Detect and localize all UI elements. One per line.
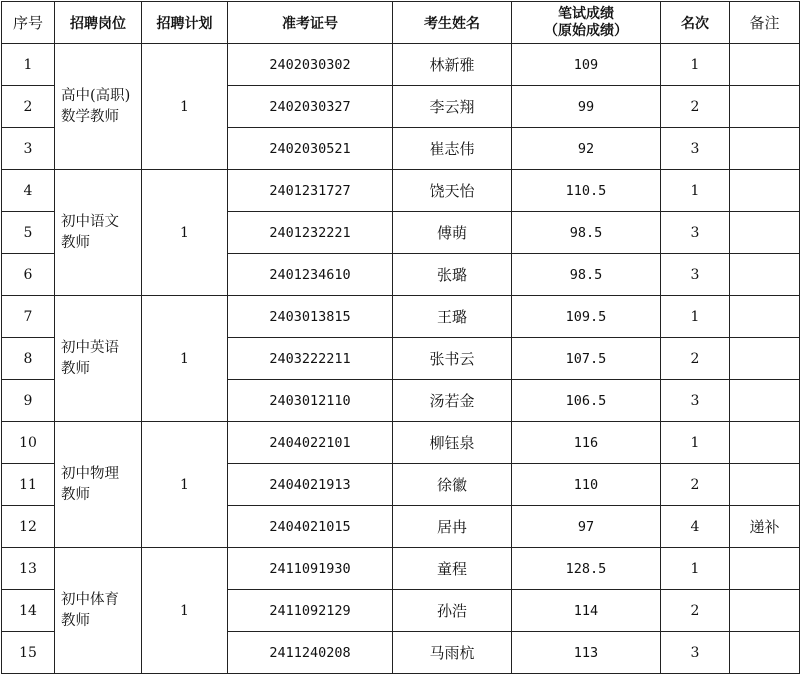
cell-exam-id: 2401231727 (228, 170, 393, 212)
cell-remark (730, 338, 800, 380)
cell-remark (730, 632, 800, 674)
header-rank: 名次 (661, 2, 730, 44)
cell-exam-id: 2404022101 (228, 422, 393, 464)
cell-score: 128.5 (512, 548, 661, 590)
cell-exam-id: 2403012110 (228, 380, 393, 422)
cell-rank: 3 (661, 380, 730, 422)
cell-rank: 4 (661, 506, 730, 548)
header-position: 招聘岗位 (55, 2, 142, 44)
cell-rank: 2 (661, 338, 730, 380)
cell-score: 98.5 (512, 212, 661, 254)
cell-index: 7 (2, 296, 55, 338)
cell-index: 14 (2, 590, 55, 632)
table-row (2, 422, 800, 464)
cell-index: 4 (2, 170, 55, 212)
cell-plan: 1 (142, 44, 228, 170)
cell-rank: 3 (661, 632, 730, 674)
cell-position: 初中语文教师 (55, 170, 142, 296)
cell-index: 10 (2, 422, 55, 464)
cell-plan: 1 (142, 170, 228, 296)
cell-rank: 3 (661, 212, 730, 254)
cell-index: 11 (2, 464, 55, 506)
cell-name: 马雨杭 (393, 632, 512, 674)
cell-remark (730, 254, 800, 296)
cell-exam-id: 2401232221 (228, 212, 393, 254)
header-exam-id: 准考证号 (228, 2, 393, 44)
cell-name: 柳钰泉 (393, 422, 512, 464)
cell-rank: 1 (661, 422, 730, 464)
cell-remark (730, 128, 800, 170)
cell-name: 居冉 (393, 506, 512, 548)
cell-index: 13 (2, 548, 55, 590)
cell-position: 初中物理教师 (55, 422, 142, 548)
cell-score: 110 (512, 464, 661, 506)
cell-exam-id: 2411091930 (228, 548, 393, 590)
header-score-line1: 笔试成绩 (558, 5, 614, 22)
cell-remark (730, 44, 800, 86)
cell-remark (730, 296, 800, 338)
cell-rank: 1 (661, 296, 730, 338)
cell-index: 12 (2, 506, 55, 548)
cell-index: 15 (2, 632, 55, 674)
table-row (2, 548, 800, 590)
cell-name: 王璐 (393, 296, 512, 338)
cell-exam-id: 2411092129 (228, 590, 393, 632)
table-row (2, 44, 800, 86)
cell-score: 99 (512, 86, 661, 128)
cell-remark (730, 380, 800, 422)
cell-name: 李云翔 (393, 86, 512, 128)
cell-exam-id: 2401234610 (228, 254, 393, 296)
cell-rank: 1 (661, 44, 730, 86)
cell-remark (730, 212, 800, 254)
cell-index: 6 (2, 254, 55, 296)
cell-index: 3 (2, 128, 55, 170)
cell-plan: 1 (142, 548, 228, 674)
cell-exam-id: 2404021015 (228, 506, 393, 548)
cell-index: 2 (2, 86, 55, 128)
cell-score: 116 (512, 422, 661, 464)
cell-exam-id: 2402030327 (228, 86, 393, 128)
cell-score: 113 (512, 632, 661, 674)
cell-score: 109 (512, 44, 661, 86)
cell-remark (730, 86, 800, 128)
cell-index: 1 (2, 44, 55, 86)
header-row (2, 2, 800, 44)
cell-plan: 1 (142, 422, 228, 548)
cell-score: 107.5 (512, 338, 661, 380)
header-plan: 招聘计划 (142, 2, 228, 44)
cell-score: 109.5 (512, 296, 661, 338)
cell-remark (730, 170, 800, 212)
cell-exam-id: 2403013815 (228, 296, 393, 338)
cell-position: 初中体育教师 (55, 548, 142, 674)
cell-remark: 递补 (730, 506, 800, 548)
cell-rank: 1 (661, 170, 730, 212)
table-row (2, 296, 800, 338)
cell-exam-id: 2403222211 (228, 338, 393, 380)
cell-position: 初中英语教师 (55, 296, 142, 422)
cell-exam-id: 2411240208 (228, 632, 393, 674)
cell-rank: 2 (661, 590, 730, 632)
cell-name: 张璐 (393, 254, 512, 296)
cell-remark (730, 422, 800, 464)
cell-rank: 2 (661, 86, 730, 128)
cell-rank: 3 (661, 254, 730, 296)
cell-name: 崔志伟 (393, 128, 512, 170)
cell-exam-id: 2402030302 (228, 44, 393, 86)
table-row (2, 170, 800, 212)
cell-name: 汤若金 (393, 380, 512, 422)
cell-name: 徐徽 (393, 464, 512, 506)
header-score (512, 2, 661, 44)
cell-score: 92 (512, 128, 661, 170)
cell-index: 9 (2, 380, 55, 422)
cell-position: 高中(高职)数学教师 (55, 44, 142, 170)
table-body (2, 44, 800, 674)
cell-score: 114 (512, 590, 661, 632)
cell-name: 饶天怡 (393, 170, 512, 212)
cell-exam-id: 2402030521 (228, 128, 393, 170)
cell-remark (730, 548, 800, 590)
cell-rank: 1 (661, 548, 730, 590)
cell-name: 傅萌 (393, 212, 512, 254)
cell-rank: 3 (661, 128, 730, 170)
cell-score: 106.5 (512, 380, 661, 422)
cell-remark (730, 590, 800, 632)
cell-score: 110.5 (512, 170, 661, 212)
cell-exam-id: 2404021913 (228, 464, 393, 506)
cell-name: 林新雅 (393, 44, 512, 86)
cell-index: 5 (2, 212, 55, 254)
cell-score: 97 (512, 506, 661, 548)
cell-name: 童程 (393, 548, 512, 590)
header-index: 序号 (2, 2, 55, 44)
cell-score: 98.5 (512, 254, 661, 296)
cell-name: 孙浩 (393, 590, 512, 632)
cell-index: 8 (2, 338, 55, 380)
cell-remark (730, 464, 800, 506)
cell-rank: 2 (661, 464, 730, 506)
cell-name: 张书云 (393, 338, 512, 380)
header-remark: 备注 (730, 2, 800, 44)
cell-plan: 1 (142, 296, 228, 422)
results-table (1, 1, 800, 674)
header-score-line2: （原始成绩） (544, 22, 628, 39)
header-name: 考生姓名 (393, 2, 512, 44)
